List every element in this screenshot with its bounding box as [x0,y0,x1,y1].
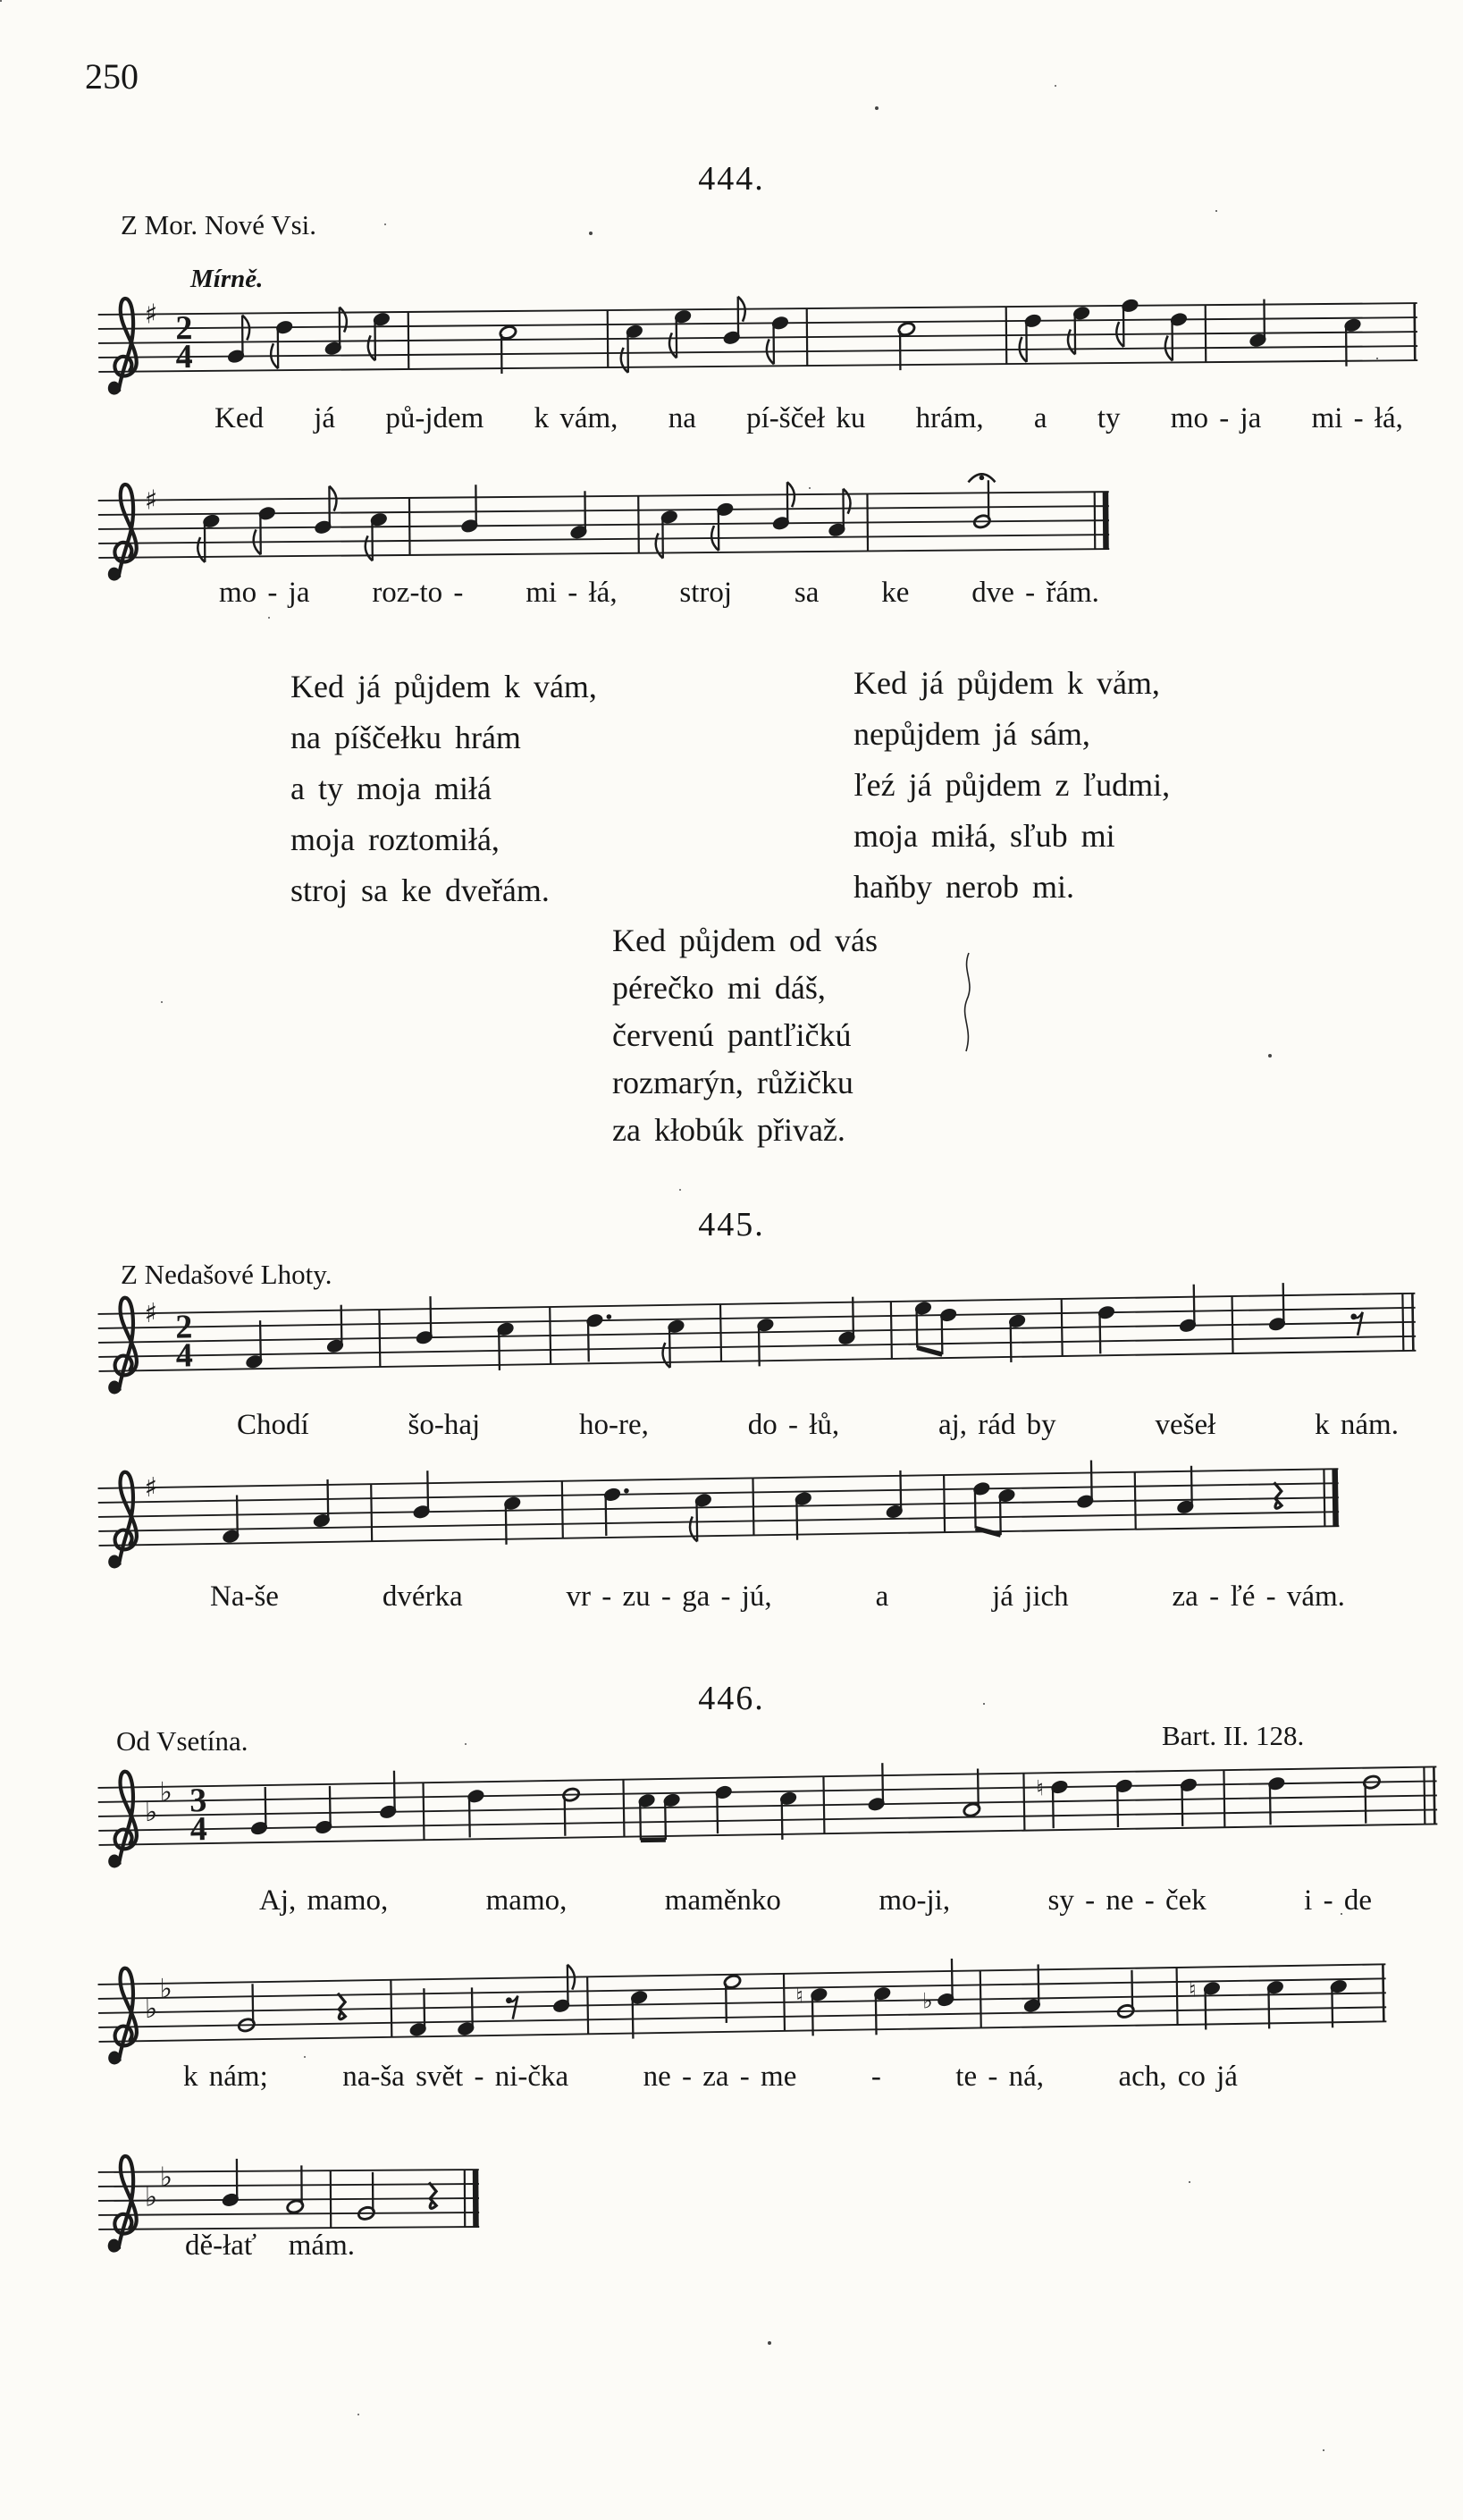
svg-text:♯: ♯ [144,1297,158,1330]
lyric-syllable: za - ľé - vám. [1172,1580,1345,1613]
song-444-number: 444. [698,160,765,198]
lyrics-line-446-3 [185,2229,355,2263]
lyric-syllable: sa [794,577,820,609]
svg-text:♮: ♮ [1188,1976,1197,2002]
svg-text:2: 2 [174,1308,193,1346]
lyric-syllable: hrám, [915,402,984,434]
svg-text:4: 4 [175,338,193,376]
svg-text:3: 3 [189,1782,207,1820]
verse-line: stroj sa ke dveřám. [290,872,550,908]
staff-notation-svg [96,451,1111,594]
staff-notation-svg [96,1725,1440,1881]
lyric-syllable: aj, rád by [937,1409,1056,1441]
music-system-446-1 [96,1725,1440,1881]
lyric-syllable: ke [881,577,910,609]
verse-line: ľeź já půjdem z ľudmi, [853,767,1171,803]
verse-line: Ked já půjdem k vám, [853,665,1160,701]
svg-text:4: 4 [189,1810,208,1849]
lyric-syllable: mi - łá, [526,577,618,609]
scan-speckles [0,0,2,2]
tempo-marking: Mírně. [190,265,264,293]
lyric-syllable: dvérka [382,1580,463,1613]
staff-notation-svg [96,262,1419,408]
music-system-444-2 [96,451,1111,594]
lyric-syllable: k vám, [534,402,618,434]
verse-line: červenú pantľičkú [612,1017,852,1053]
lyric-syllable: k nám. [1315,1409,1399,1441]
lyrics-line-444-2 [219,577,1099,610]
verse-line: Ked půjdem od vás [612,923,878,958]
lyric-syllable: mo-ji, [879,1884,951,1917]
svg-text:♭: ♭ [922,1988,933,2014]
lyric-syllable: te - ná, [955,2061,1044,2093]
lyrics-line-446-2 [183,2061,1238,2094]
verse-444-center [612,917,878,1154]
lyric-syllable: ho-re, [579,1409,649,1441]
verse-line: nepůjdem já sám, [853,716,1090,752]
song-446-source: Od Vsetína. [116,1725,248,1757]
lyric-syllable: mi - łá, [1311,402,1403,434]
lyric-syllable: šo-haj [408,1409,481,1441]
lyrics-line-444-1 [214,402,1403,435]
lyric-syllable: dě-łať [185,2229,257,2262]
lyric-syllable: mo - ja [219,577,310,609]
lyric-syllable: na-ša svět - ni-čka [342,2061,569,2093]
svg-text:♭: ♭ [159,1973,173,2005]
lyric-syllable: k nám; [183,2061,268,2093]
verse-line: a ty moja miłá [290,771,492,806]
lyric-syllable: vešeł [1155,1409,1216,1441]
page-number: 250 [85,56,139,97]
svg-text:♭: ♭ [159,2162,173,2194]
lyric-syllable: roz-to - [372,577,464,609]
verse-line: moja roztomiłá, [290,822,500,857]
lyric-syllable: Na-še [210,1580,279,1613]
verse-line: pérečko mi dáš, [612,970,826,1006]
song-446-number: 446. [698,1680,765,1717]
lyric-syllable: já [314,402,336,434]
lyric-syllable: vr - zu - ga - jú, [566,1580,772,1613]
lyric-syllable: Aj, mamo, [259,1884,389,1917]
verse-line: rozmarýn, růžičku [612,1065,853,1100]
svg-text:♭: ♭ [144,2181,158,2213]
lyric-syllable: ne - za - me [643,2061,797,2093]
svg-text:4: 4 [175,1336,194,1375]
staff-notation-svg [96,1923,1389,2078]
verse-444-right [853,658,1170,913]
svg-text:♭: ♭ [144,1796,158,1829]
lyrics-line-446-1 [259,1884,1372,1917]
staff-notation-svg [96,1252,1418,1407]
lyric-syllable: mám. [288,2229,355,2262]
lyric-syllable: sy - ne - ček [1047,1884,1207,1917]
lyric-syllable: - [870,2061,881,2093]
lyric-syllable: na [668,402,696,434]
music-system-444-1 [96,262,1419,408]
lyric-syllable: ty [1097,402,1121,434]
svg-text:♭: ♭ [159,1776,173,1808]
lyric-syllable: pů-jdem [385,402,484,434]
lyric-syllable: ach, co já [1118,2061,1238,2093]
svg-text:♭: ♭ [144,1993,158,2026]
svg-text:♮: ♮ [795,1983,804,2009]
lyrics-line-445-2 [210,1580,1345,1614]
svg-text:♯: ♯ [144,485,158,517]
music-system-445-2 [96,1428,1341,1581]
music-system-445-1 [96,1252,1418,1407]
svg-text:♮: ♮ [1036,1775,1045,1801]
verse-line: moja miłá, sľub mi [853,818,1115,854]
lyric-syllable: a [875,1580,889,1613]
lyric-syllable: i - de [1304,1884,1372,1917]
song-445-source: Z Nedašové Lhoty. [121,1259,332,1290]
lyric-syllable: stroj [679,577,733,609]
verse-line: haňby nerob mi. [853,869,1074,905]
verse-line: za kłobúk přivaž. [612,1112,845,1148]
lyric-syllable: Ked [214,402,264,434]
lyric-syllable: mo - ja [1170,402,1262,434]
verse-444-left [290,662,597,916]
song-445-number: 445. [698,1206,765,1243]
ink-squiggle-mark [958,949,978,1057]
lyric-syllable: já jich [992,1580,1069,1613]
song-444-source: Z Mor. Nové Vsi. [121,209,317,240]
lyric-syllable: do - łů, [747,1409,840,1441]
lyric-syllable: a [1033,402,1047,434]
staff-notation-svg [96,1428,1341,1581]
lyric-syllable: maměnko [664,1884,781,1917]
svg-text:♯: ♯ [144,299,158,331]
lyric-syllable: pí-ščeł ku [746,402,866,434]
song-446-reference: Bart. II. 128. [1162,1720,1305,1751]
lyric-syllable: Chodí [237,1409,309,1441]
svg-text:♯: ♯ [144,1471,158,1504]
lyric-syllable: dve - řám. [971,577,1099,609]
verse-line: Ked já půjdem k vám, [290,669,597,704]
music-system-446-2 [96,1923,1389,2078]
svg-text:2: 2 [175,309,193,348]
lyric-syllable: mamo, [485,1884,568,1917]
verse-line: na píščełku hrám [290,720,521,755]
